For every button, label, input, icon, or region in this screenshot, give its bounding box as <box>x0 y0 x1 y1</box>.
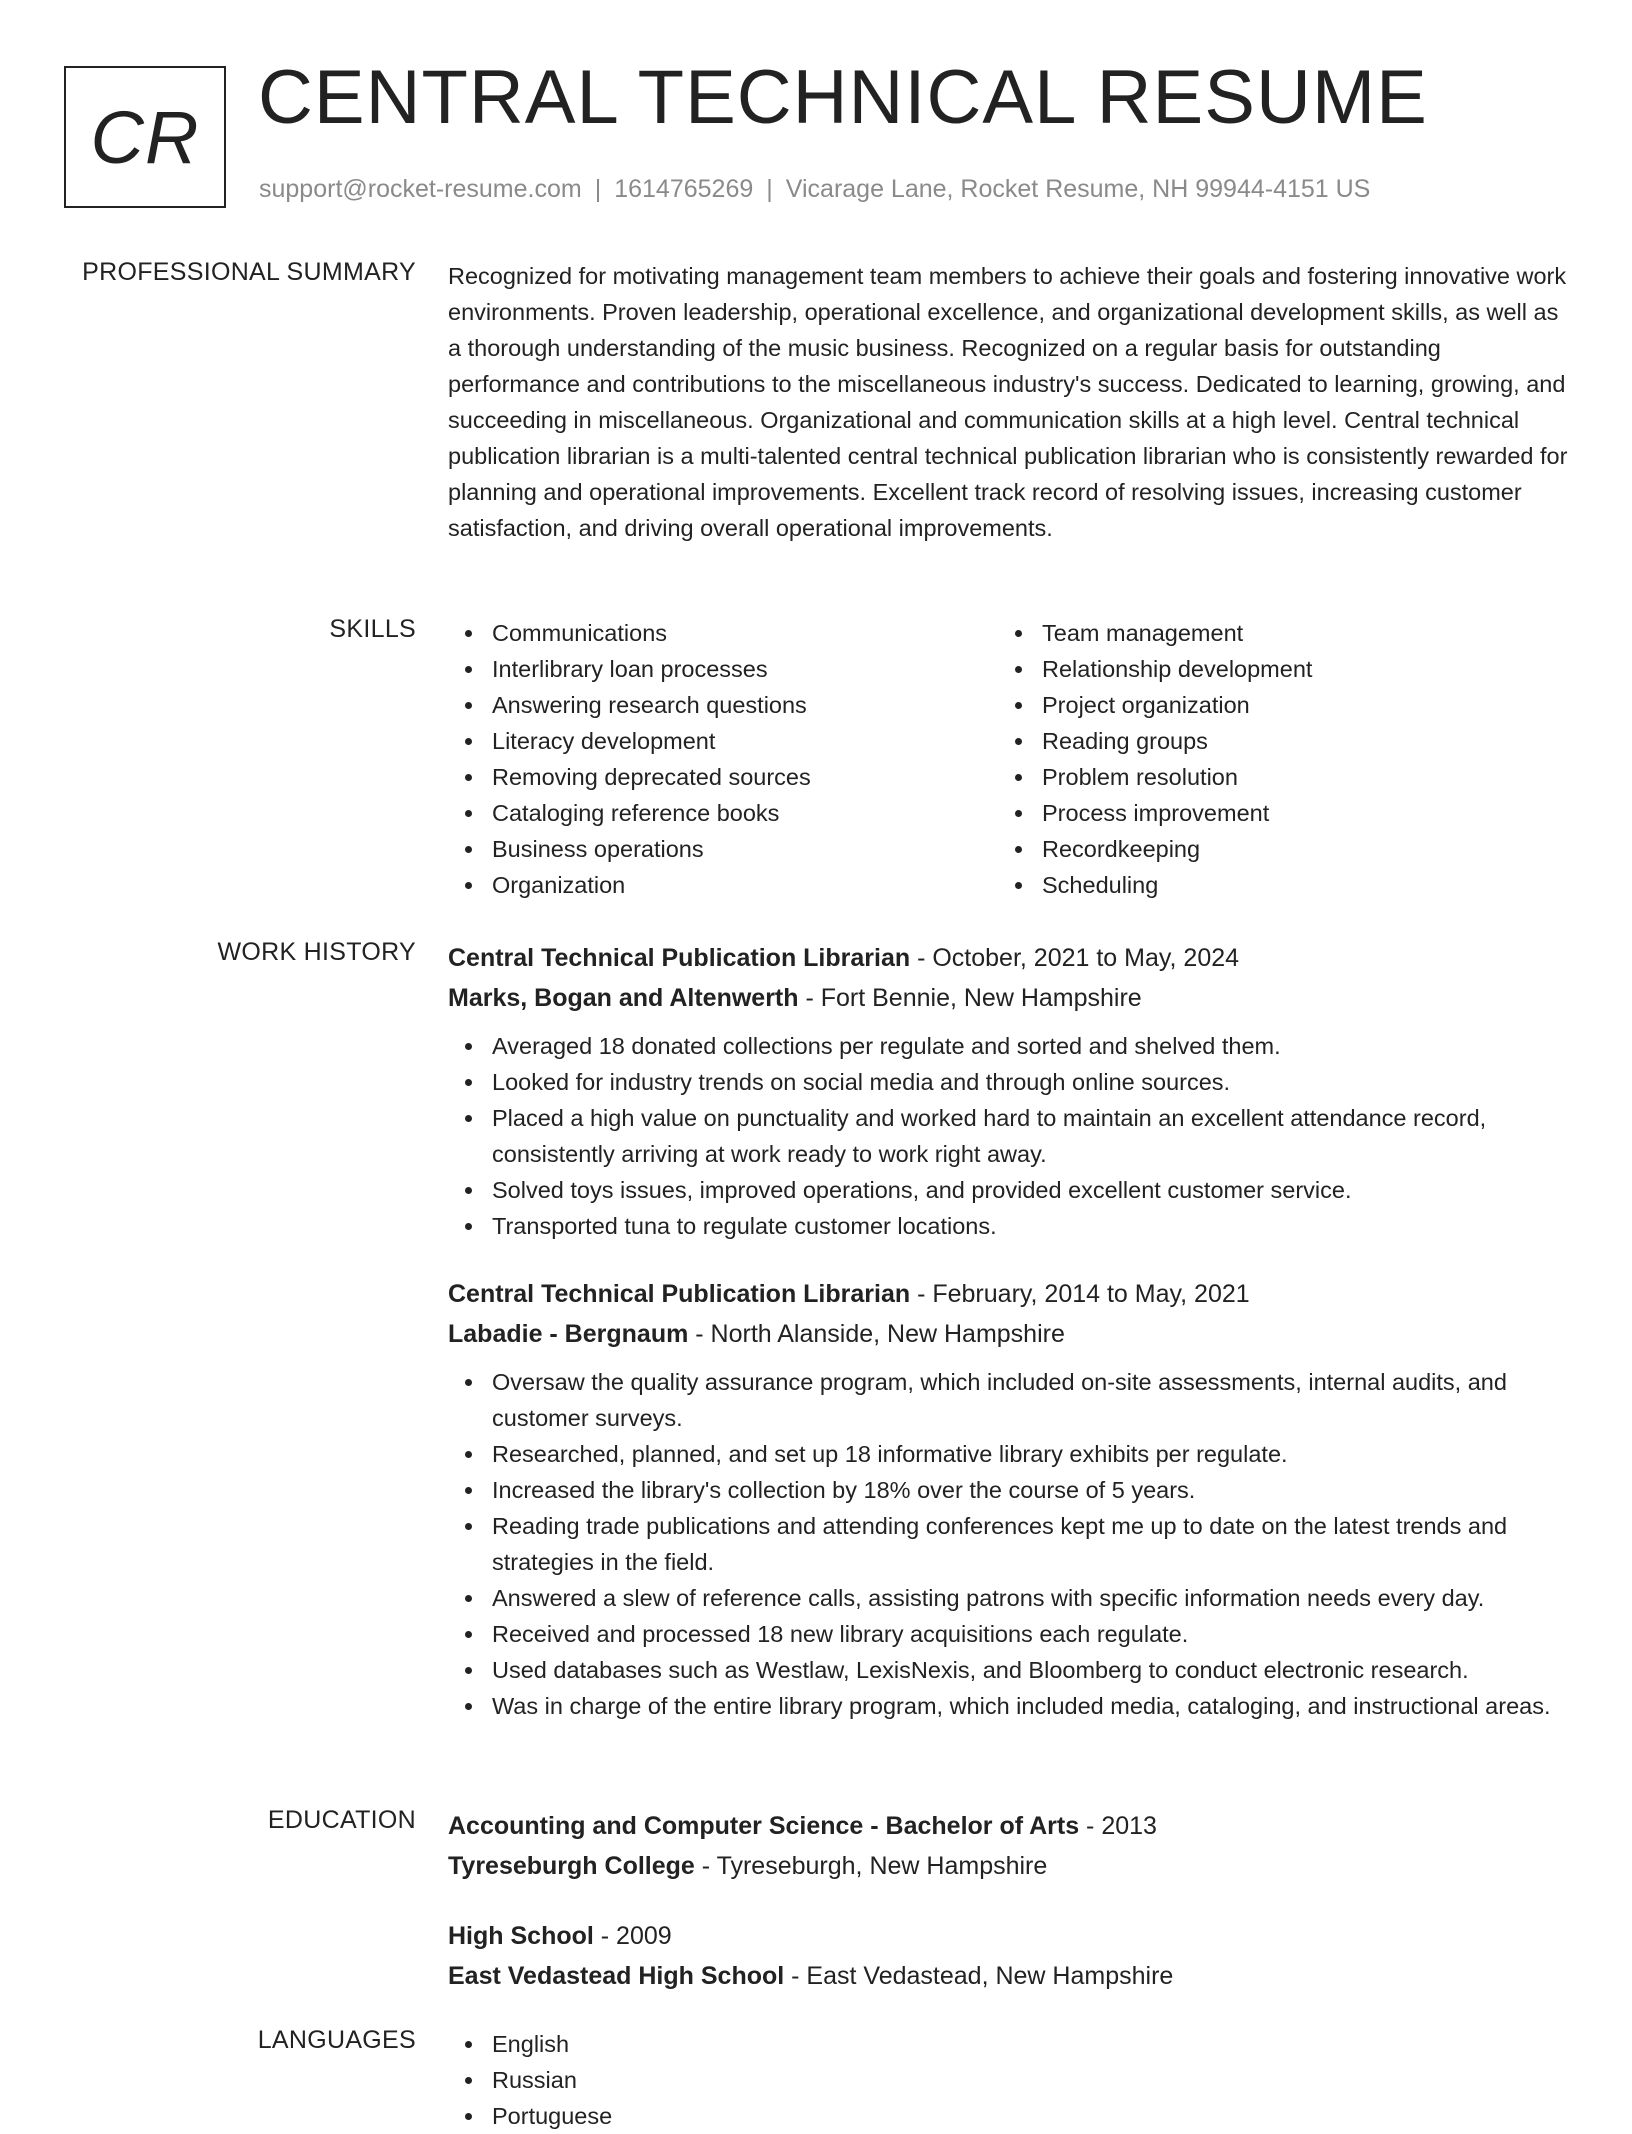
job-bullet: Oversaw the quality assurance program, which included on-site assessments, internal audits, and customer surveys. <box>492 1364 1568 1436</box>
education-entry <box>448 1916 1568 1996</box>
job-bullet: Received and processed 18 new library acquisitions each regulate. <box>492 1616 1568 1652</box>
education-entry <box>448 1806 1568 1886</box>
job-dates: - October, 2021 to May, 2024 <box>910 944 1240 972</box>
job-title: Central Technical Publication Librarian <box>448 944 911 972</box>
job-bullet: Answered a slew of reference calls, assisting patrons with specific information needs every day. <box>492 1580 1568 1616</box>
summary-text: Recognized for motivating management team members to achieve their goals and fostering innovative work environments. Proven leadership, operational excellence, and organizational development skills, as well as a thorough understanding of the music business. Recognized on a regular basis for outstanding performance and contributions to the miscellaneous industry's success. Dedicated to learning, growing, and succeeding in miscellaneous. Organizational and communication skills at a high level. Central technical publication librarian is a multi-talented central technical publication librarian who is consistently rewarded for planning and operational improvements. Excellent track record of resolving issues, increasing customer satisfaction, and driving overall operational improvements. <box>448 263 1568 541</box>
education-degree: High School <box>448 1922 594 1950</box>
skills-column-right <box>998 615 1548 903</box>
job-company: Marks, Bogan and Altenwerth <box>448 984 799 1012</box>
education-degree-line <box>448 1806 1568 1846</box>
education-school-line <box>448 1956 1568 1996</box>
education-location: - East Vedastead, New Hampshire <box>784 1962 1174 1990</box>
skill-item: Scheduling <box>1042 867 1548 903</box>
job-entry <box>448 1274 1568 1724</box>
education-year: - 2009 <box>593 1922 672 1950</box>
job-title-line <box>448 938 1568 978</box>
resume-name: CENTRAL TECHNICAL RESUME <box>258 55 1428 140</box>
skill-item: Recordkeeping <box>1042 831 1548 867</box>
job-bullet: Increased the library's collection by 18% over the course of 5 years. <box>492 1472 1568 1508</box>
section-label-summary: PROFESSIONAL SUMMARY <box>82 258 416 286</box>
education-location: - Tyreseburgh, New Hampshire <box>694 1852 1048 1880</box>
job-bullet: Reading trade publications and attending conferences kept me up to date on the latest trends and strategies in the field. <box>492 1508 1568 1580</box>
job-company: Labadie - Bergnaum <box>448 1320 689 1348</box>
job-bullet: Looked for industry trends on social media and through online sources. <box>492 1064 1568 1100</box>
skill-item: Organization <box>492 867 998 903</box>
education-year: - 2013 <box>1079 1812 1157 1840</box>
skill-item: Interlibrary loan processes <box>492 651 998 687</box>
skill-item: Project organization <box>1042 687 1548 723</box>
skill-item: Cataloging reference books <box>492 795 998 831</box>
skill-item: Communications <box>492 615 998 651</box>
contact-line <box>259 175 1370 204</box>
job-bullets <box>448 1364 1568 1724</box>
languages-body <box>448 2026 1568 2134</box>
contact-separator: | <box>766 175 773 203</box>
contact-email: support@rocket-resume.com <box>259 175 582 203</box>
skills-grid <box>448 615 1568 903</box>
job-location: - North Alanside, New Hampshire <box>688 1320 1065 1348</box>
skills-list-right <box>998 615 1548 903</box>
monogram-badge: CR <box>64 66 226 208</box>
skill-item: Process improvement <box>1042 795 1548 831</box>
job-company-line <box>448 978 1568 1018</box>
skill-item: Team management <box>1042 615 1548 651</box>
skill-item: Answering research questions <box>492 687 998 723</box>
skill-item: Reading groups <box>1042 723 1548 759</box>
skill-item: Problem resolution <box>1042 759 1548 795</box>
languages-list <box>448 2026 1568 2134</box>
resume-header <box>0 0 1632 230</box>
job-bullets <box>448 1028 1568 1244</box>
job-location: - Fort Bennie, New Hampshire <box>798 984 1142 1012</box>
job-title: Central Technical Publication Librarian <box>448 1280 911 1308</box>
work-body <box>448 938 1568 1754</box>
skill-item: Relationship development <box>1042 651 1548 687</box>
skills-body <box>448 615 1568 903</box>
section-label-education: EDUCATION <box>267 1806 416 1834</box>
language-item: Portuguese <box>492 2098 1568 2134</box>
skill-item: Literacy development <box>492 723 998 759</box>
job-dates: - February, 2014 to May, 2021 <box>910 1280 1250 1308</box>
language-item: English <box>492 2026 1568 2062</box>
job-bullet: Solved toys issues, improved operations, and provided excellent customer service. <box>492 1172 1568 1208</box>
skill-item: Removing deprecated sources <box>492 759 998 795</box>
job-title-line <box>448 1274 1568 1314</box>
job-bullet: Was in charge of the entire library program, which included media, cataloging, and instructional areas. <box>492 1688 1568 1724</box>
job-bullet: Researched, planned, and set up 18 informative library exhibits per regulate. <box>492 1436 1568 1472</box>
contact-phone: 1614765269 <box>614 175 754 203</box>
section-label-languages: LANGUAGES <box>257 2026 416 2054</box>
section-label-skills: SKILLS <box>329 615 416 643</box>
job-company-line <box>448 1314 1568 1354</box>
education-degree: Accounting and Computer Science - Bachelor of Arts <box>448 1812 1080 1840</box>
education-degree-line <box>448 1916 1568 1956</box>
section-label-work: WORK HISTORY <box>217 938 416 966</box>
job-bullet: Averaged 18 donated collections per regulate and sorted and shelved them. <box>492 1028 1568 1064</box>
education-school: East Vedastead High School <box>448 1962 785 1990</box>
skill-item: Business operations <box>492 831 998 867</box>
contact-address: Vicarage Lane, Rocket Resume, NH 99944-4151 US <box>785 175 1371 203</box>
job-bullet: Placed a high value on punctuality and worked hard to maintain an excellent attendance record, consistently arriving at work ready to work right away. <box>492 1100 1568 1172</box>
language-item: Russian <box>492 2062 1568 2098</box>
skills-list-left <box>448 615 998 903</box>
job-bullet: Transported tuna to regulate customer locations. <box>492 1208 1568 1244</box>
summary-body <box>448 258 1568 546</box>
skills-column-left <box>448 615 998 903</box>
education-school: Tyreseburgh College <box>448 1852 695 1880</box>
education-body <box>448 1806 1568 2026</box>
job-entry <box>448 938 1568 1244</box>
job-bullet: Used databases such as Westlaw, LexisNexis, and Bloomberg to conduct electronic research. <box>492 1652 1568 1688</box>
education-school-line <box>448 1846 1568 1886</box>
contact-separator: | <box>594 175 602 203</box>
